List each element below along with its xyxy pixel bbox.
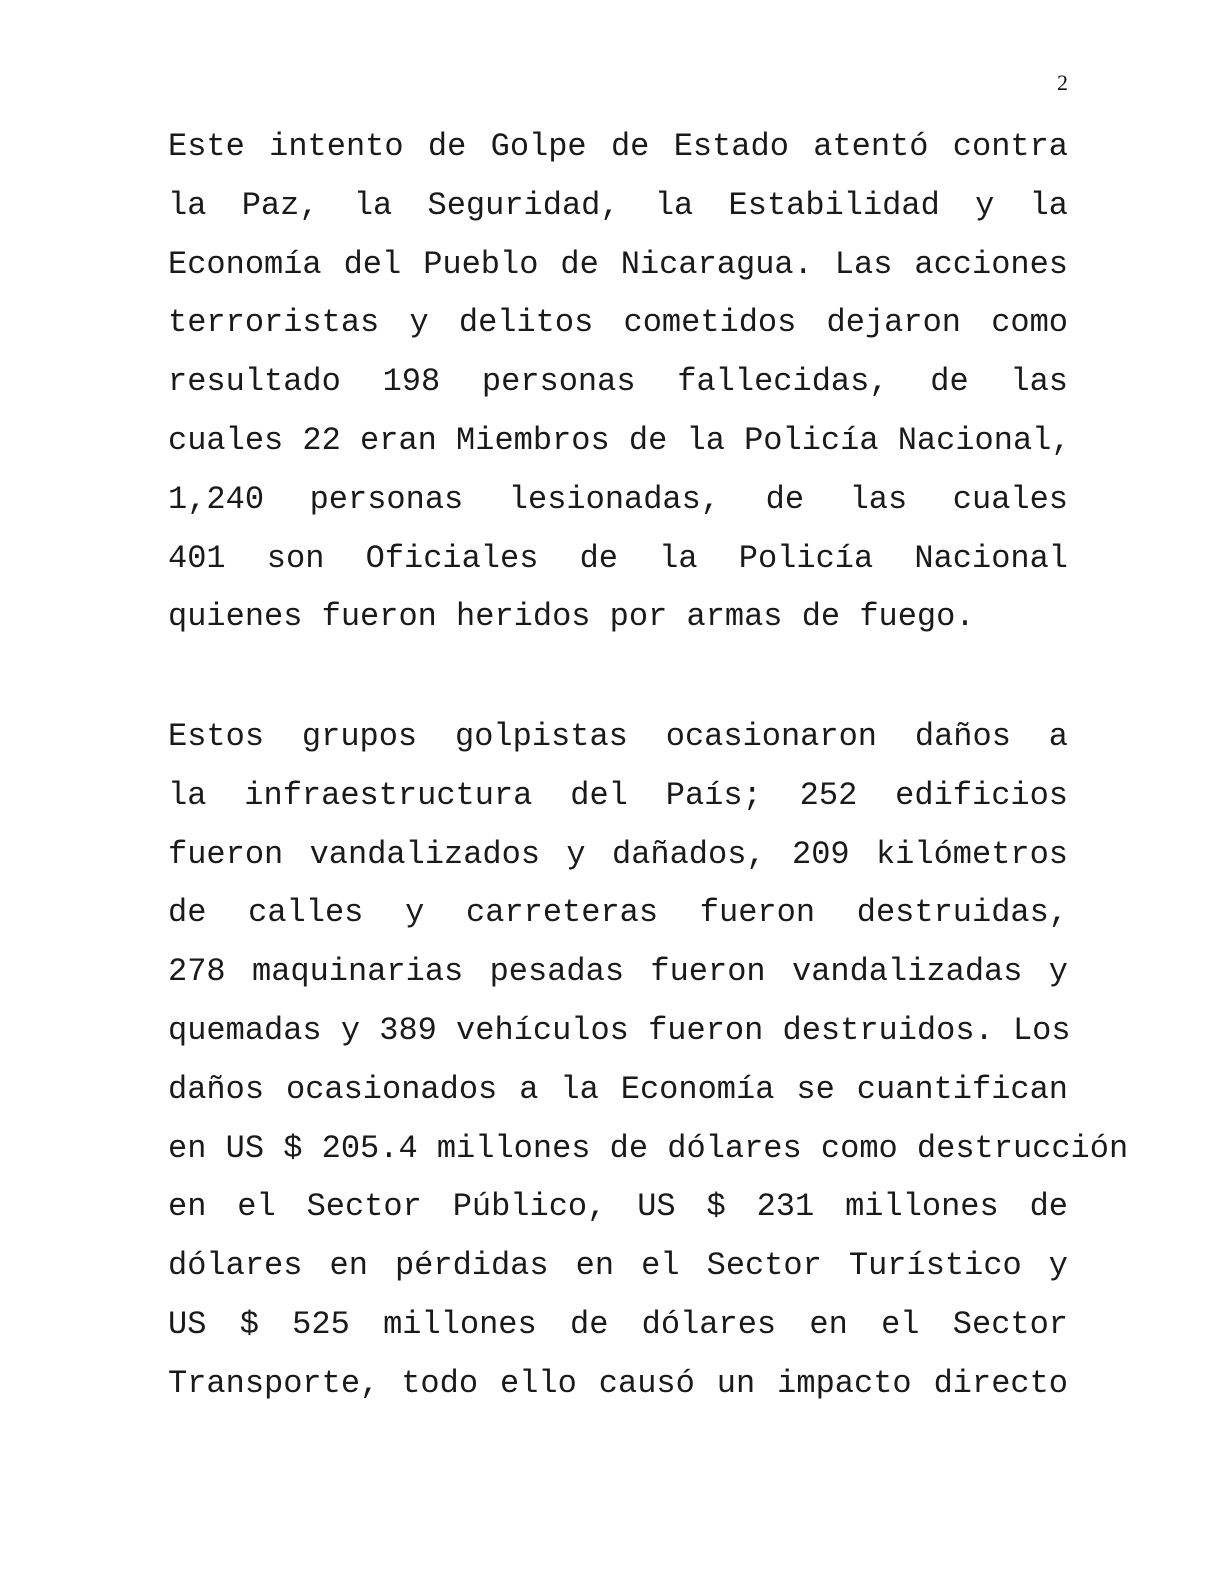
text-line: terroristas y delitos cometidos dejaron como <box>168 304 1068 342</box>
text-line: Transporte, todo ello causó un impacto directo <box>168 1364 1068 1402</box>
page-number: 2 <box>1057 70 1068 95</box>
text-line: daños ocasionados a la Economía se cuantifican <box>168 1070 1068 1108</box>
text-line: cuales 22 eran Miembros de la Policía Nacional, <box>168 421 1071 459</box>
text-line: quemadas y 389 vehículos fueron destruidos. Los <box>168 1011 1071 1049</box>
paragraph <box>168 708 1129 1414</box>
text-line: dólares en pérdidas en el Sector Turístico y <box>168 1247 1068 1285</box>
paragraph <box>168 118 1071 647</box>
text-line: Estos grupos golpistas ocasionaron daños a <box>168 718 1068 755</box>
text-line: fueron vandalizados y dañados, 209 kilómetros <box>168 835 1068 873</box>
text-line: de calles y carreteras fueron destruidas, <box>168 894 1068 932</box>
text-line: quienes fueron heridos por armas de fuego. <box>168 598 975 636</box>
text-line: 401 son Oficiales de la Policía Nacional <box>168 539 1068 577</box>
text-line: en el Sector Público, US $ 231 millones de <box>168 1188 1068 1226</box>
text-line: la Paz, la Seguridad, la Estabilidad y la <box>168 186 1068 224</box>
text-line: Economía del Pueblo de Nicaragua. Las acciones <box>168 245 1068 283</box>
text-line: Este intento de Golpe de Estado atentó contra <box>168 128 1068 165</box>
text-line: 1,240 personas lesionadas, de las cuales <box>168 480 1068 518</box>
text-line: resultado 198 personas fallecidas, de las <box>168 363 1068 401</box>
text-line: la infraestructura del País; 252 edificios <box>168 776 1068 814</box>
text-line: en US $ 205.4 millones de dólares como destrucción <box>168 1129 1129 1167</box>
text-line: US $ 525 millones de dólares en el Sector <box>168 1305 1068 1343</box>
text-line: 278 maquinarias pesadas fueron vandalizadas y <box>168 953 1068 991</box>
